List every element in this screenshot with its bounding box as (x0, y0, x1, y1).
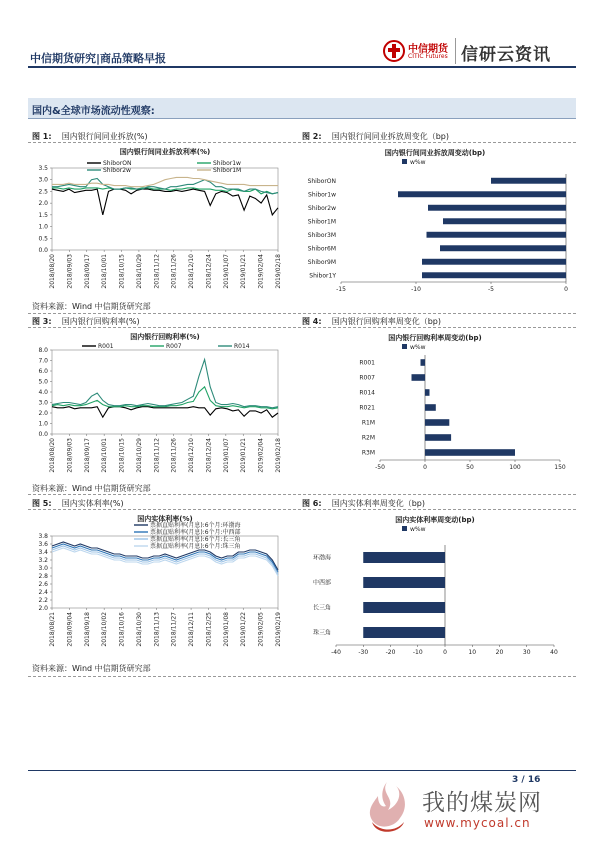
category-label: R1M (361, 419, 375, 427)
y-tick-label: 2.5 (38, 188, 48, 196)
x-tick-label: 2018/10/29 (135, 254, 143, 289)
y-tick-label: 2.2 (38, 597, 48, 604)
bar (398, 191, 566, 197)
figure-2-title: 图 2: 国内银行间同业拆放周变化（bp) (302, 132, 450, 141)
y-tick-label: 2.0 (38, 410, 48, 417)
category-label: Shibor2w (308, 204, 336, 212)
x-tick-label: 2019/01/08 (222, 612, 230, 647)
x-tick-label: 2019/01/07 (222, 438, 230, 473)
x-tick-label: 0 (564, 286, 568, 293)
bar (421, 359, 426, 366)
y-tick-label: 1.0 (38, 420, 48, 428)
x-tick-label: 2018/12/24 (205, 438, 213, 473)
x-tick-label: -20 (385, 649, 396, 656)
x-tick-label: 2019/01/21 (240, 438, 248, 473)
x-tick-label: 2018/12/10 (188, 438, 196, 473)
x-tick-label: -15 (336, 286, 346, 293)
bar (422, 259, 566, 265)
y-tick-label: 3.5 (38, 165, 48, 172)
x-tick-label: 2018/09/03 (66, 254, 74, 289)
bar (363, 602, 445, 613)
x-tick-label: 2018/10/29 (135, 438, 143, 473)
source-note: 资料来源：Wind 中信期货研究部 (32, 484, 151, 493)
category-label: R3M (361, 449, 375, 457)
category-label: R007 (359, 374, 375, 382)
watermark-text: 我的煤炭网 (422, 790, 542, 816)
legend-swatch (402, 159, 407, 164)
watermark (360, 778, 580, 838)
divider (28, 676, 576, 677)
chart-svg (32, 513, 282, 661)
legend-swatch (402, 344, 407, 349)
x-tick-label: 50 (466, 464, 474, 471)
bar (422, 272, 566, 278)
legend-label: R014 (234, 343, 250, 350)
x-tick-label: -40 (331, 649, 341, 656)
citic-logo-icon (383, 40, 405, 62)
chart-svg (32, 146, 282, 296)
y-tick-label: 2.0 (38, 605, 48, 612)
category-label: 环渤海 (312, 554, 331, 562)
x-tick-label: 2019/01/21 (240, 254, 248, 289)
figure-5-title: 图 5: 国内实体利率(%) (32, 499, 124, 508)
x-tick-label: 2018/12/10 (188, 254, 196, 289)
figure-3-title: 图 3: 国内银行回购利率(%) (32, 317, 140, 326)
y-tick-label: 3.2 (38, 557, 48, 564)
figure-6-title: 图 6: 国内实体利率周变化（bp) (302, 499, 426, 508)
x-tick-label: 30 (522, 649, 531, 656)
legend-label: w%w (410, 344, 426, 351)
bar (425, 434, 451, 441)
legend-label: w%w (410, 526, 426, 533)
legend-label: R001 (98, 343, 114, 350)
x-tick-label: 2018/08/20 (49, 438, 56, 473)
x-tick-label: 2018/11/13 (153, 612, 161, 647)
bar (425, 389, 430, 396)
legend-swatch (402, 526, 407, 531)
citic-logo (383, 38, 573, 68)
category-label: R001 (359, 359, 375, 367)
category-label: ShiborON (307, 177, 336, 185)
y-tick-label: 6.0 (38, 368, 48, 375)
x-tick-label: 100 (509, 464, 521, 471)
logo-en: CITIC Futures (408, 53, 448, 60)
x-tick-label: 2018/11/26 (170, 254, 178, 289)
y-tick-label: 2.8 (38, 573, 48, 580)
x-tick-label: 2018/12/25 (205, 612, 213, 647)
bar (427, 232, 567, 238)
category-label: 长三角 (312, 604, 331, 612)
x-tick-label: 20 (495, 649, 504, 656)
x-tick-label: -10 (411, 286, 421, 293)
x-tick-label: 2018/10/02 (101, 612, 109, 647)
brand-name: 信研云资讯 (461, 45, 551, 65)
bar (363, 552, 445, 563)
x-tick-label: 150 (554, 464, 566, 471)
bar (425, 404, 436, 411)
x-tick-label: 2018/09/04 (66, 612, 74, 647)
legend-label: Shibor1M (213, 167, 242, 174)
x-tick-label: 2018/09/17 (83, 438, 91, 473)
x-tick-label: 0 (443, 649, 447, 656)
section-title: 国内&全球市场流动性观察: (32, 106, 155, 117)
y-tick-label: 2.4 (38, 589, 48, 596)
chart-entity-weekly-change (296, 513, 574, 659)
x-tick-label: 2018/11/27 (170, 612, 178, 647)
category-label: R021 (359, 404, 375, 412)
x-tick-label: 2018/10/01 (101, 254, 109, 289)
watermark-url: www.mycoal.cn (424, 816, 531, 830)
bar (412, 374, 426, 381)
y-tick-label: 3.0 (38, 565, 48, 572)
bar (491, 178, 566, 184)
y-tick-label: 7.0 (38, 357, 48, 365)
chart-title: 国内银行间同业拆放利率(%) (119, 148, 211, 156)
legend-label: 票据直贴利率(月息):6个月:珠三角 (150, 543, 241, 550)
x-tick-label: 2018/11/12 (153, 438, 161, 473)
chart-svg (296, 513, 574, 659)
x-tick-label: 10 (468, 649, 477, 656)
report-header-title: 中信期货研究|商品策略早报 (30, 52, 167, 65)
x-tick-label: 2018/09/18 (83, 612, 91, 647)
bar (363, 577, 445, 588)
flame-logo-icon (360, 778, 415, 836)
chart-title: 国内实体利率周变动(bp) (395, 516, 475, 524)
divider (28, 142, 576, 143)
category-label: Shibor3M (307, 231, 336, 239)
x-tick-label: 2018/10/30 (135, 612, 143, 647)
x-tick-label: 2019/02/19 (275, 612, 282, 647)
chart-title: 国内银行间同业拆放周变动(bp) (384, 149, 486, 157)
chart-repo-weekly-change (296, 331, 574, 476)
x-tick-label: 2019/01/22 (240, 612, 248, 647)
x-tick-label: 2018/08/20 (49, 254, 56, 289)
chart-title: 国内银行回购利率周变动(bp) (388, 334, 482, 342)
legend-label: 票据直贴利率(月息):6个月:环渤海 (150, 522, 241, 529)
y-tick-label: 3.0 (38, 176, 48, 184)
bar (425, 419, 449, 426)
x-tick-label: -30 (358, 649, 369, 656)
x-tick-label: 2018/11/26 (170, 438, 178, 473)
y-tick-label: 0.0 (38, 247, 48, 254)
y-tick-label: 3.8 (38, 533, 48, 540)
x-tick-label: -50 (375, 464, 385, 471)
x-tick-label: 2018/11/12 (153, 254, 161, 289)
logo-separator (455, 38, 456, 64)
x-tick-label: 40 (550, 649, 558, 656)
x-tick-label: 2018/10/01 (101, 438, 109, 473)
legend-label: w%w (410, 159, 426, 166)
divider (28, 313, 576, 314)
bar (425, 449, 515, 456)
bar (440, 245, 566, 251)
y-tick-label: 2.6 (38, 581, 48, 588)
x-tick-label: 2019/02/04 (257, 254, 265, 289)
chart-repo-rates (32, 331, 282, 481)
legend-label: R007 (166, 343, 182, 350)
chart-shibor-rates (32, 146, 282, 296)
divider (28, 327, 576, 328)
legend-label: ShiborON (103, 160, 132, 167)
y-tick-label: 3.4 (38, 549, 48, 556)
x-tick-label: 2019/02/05 (257, 612, 265, 647)
chart-svg (296, 146, 574, 298)
x-tick-label: 2018/12/11 (188, 612, 196, 647)
figure-4-title: 图 4: 国内银行回购利率周变化（bp) (302, 317, 442, 326)
header-rule (28, 66, 576, 68)
section-heading (28, 98, 576, 119)
chart-svg (32, 331, 282, 481)
category-label: Shibor6M (307, 245, 336, 253)
chart-entity-rates (32, 513, 282, 661)
figure-1-title: 图 1: 国内银行间同业拆放(%) (32, 132, 148, 141)
y-tick-label: 3.6 (38, 541, 48, 548)
bar (363, 627, 445, 638)
x-tick-label: -5 (488, 286, 494, 293)
x-tick-label: 2019/02/18 (275, 254, 282, 289)
legend-label: Shibor2w (103, 167, 131, 174)
category-label: 中西部 (312, 579, 331, 587)
x-tick-label: 2019/02/04 (257, 438, 265, 473)
logo-cn: 中信期货 (408, 44, 448, 55)
x-tick-label: 2018/09/03 (66, 438, 74, 473)
legend-label: 票据直贴利率(月息):6个月:长三角 (150, 536, 241, 543)
chart-title: 国内银行回购利率(%) (130, 333, 200, 341)
y-tick-label: 1.5 (38, 211, 48, 219)
category-label: Shibor1w (308, 191, 336, 199)
y-tick-label: 3.0 (38, 399, 48, 407)
divider (28, 494, 576, 495)
category-label: Shibor1Y (309, 272, 336, 280)
y-tick-label: 8.0 (38, 347, 48, 354)
x-tick-label: 2018/10/15 (118, 438, 126, 473)
chart-svg (296, 331, 574, 476)
chart-title: 国内实体利率(%) (137, 515, 193, 523)
category-label: R014 (359, 389, 375, 397)
x-tick-label: -10 (412, 649, 423, 656)
bar (443, 218, 566, 224)
divider (28, 509, 576, 510)
y-tick-label: 0.0 (38, 431, 48, 438)
y-tick-label: 0.5 (38, 235, 48, 243)
source-note: 资料来源：Wind 中信期货研究部 (32, 664, 151, 673)
category-label: R2M (361, 434, 375, 442)
chart-shibor-weekly-change (296, 146, 574, 298)
category-label: 珠三角 (312, 629, 331, 637)
y-tick-label: 2.0 (38, 200, 48, 208)
y-tick-label: 5.0 (38, 378, 48, 386)
x-tick-label: 2018/10/16 (118, 612, 126, 647)
legend-label: 票据直贴利率(月息):6个月:中西部 (150, 529, 241, 536)
category-label: Shibor1M (307, 218, 336, 226)
y-tick-label: 4.0 (38, 389, 48, 396)
x-tick-label: 2018/08/21 (49, 612, 56, 647)
category-label: Shibor9M (307, 258, 336, 266)
page-number: 3 / 16 (512, 775, 541, 785)
x-tick-label: 2019/02/18 (275, 438, 282, 473)
plot-area (52, 350, 278, 434)
x-tick-label: 2018/10/15 (118, 254, 126, 289)
bar (428, 205, 566, 211)
x-tick-label: 2018/12/24 (205, 254, 213, 289)
y-tick-label: 1.0 (38, 223, 48, 231)
x-tick-label: 0 (423, 464, 427, 471)
footer-rule (28, 770, 576, 771)
legend-label: Shibor1w (213, 160, 241, 167)
x-tick-label: 2018/09/17 (83, 254, 91, 289)
source-note: 资料来源：Wind 中信期货研究部 (32, 302, 151, 311)
x-tick-label: 2019/01/07 (222, 254, 230, 289)
